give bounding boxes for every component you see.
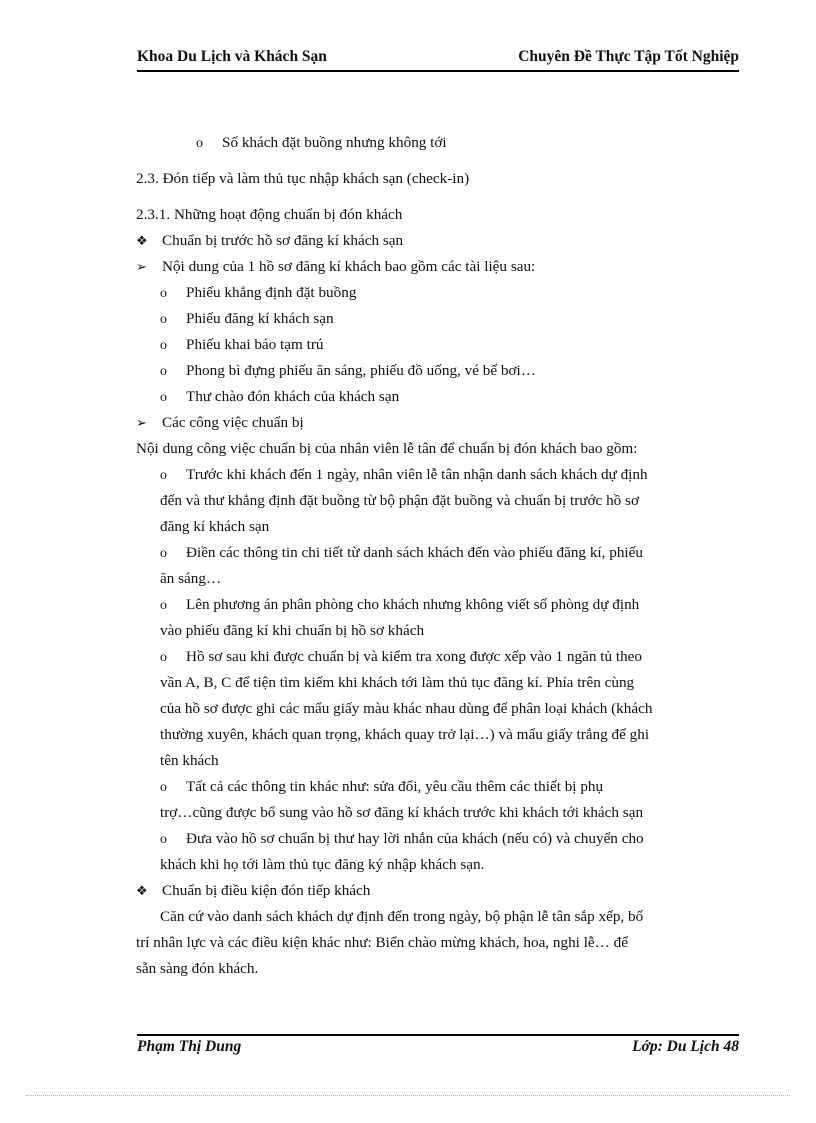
list-item: o Phiếu đăng kí khách sạn (136, 306, 740, 332)
paragraph-line: trợ…cũng được bổ sung vào hồ sơ đăng kí khách trước khi khách tới khách sạn (160, 804, 644, 821)
paragraph-line: đến và thư khẳng định đặt buồng từ bộ phận đặt buồng và chuẩn bị trước hồ sơ (160, 492, 639, 509)
list-item: o Lên phương án phân phòng cho khách nhưng không viết số phòng dự định (136, 592, 740, 618)
circle-bullet-icon: o (160, 650, 167, 665)
paragraph-line: vào phiếu đăng kí khi chuẩn bị hồ sơ khách (160, 622, 425, 639)
paragraph-line: khách khi họ tới làm thủ tục đăng ký nhập khách sạn. (160, 856, 485, 873)
list-item: o Đưa vào hồ sơ chuẩn bị thư hay lời nhắn của khách (nếu có) và chuyển cho (136, 826, 740, 852)
circle-bullet-icon: o (160, 468, 167, 483)
footer-author: Phạm Thị Dung (137, 1038, 242, 1055)
circle-bullet-icon: o (160, 832, 167, 847)
circle-bullet-icon: o (160, 364, 167, 379)
paragraph-line: trí nhân lực và các điều kiện khác như: Biển chào mừng khách, hoa, nghi lễ… để (136, 934, 628, 951)
paragraph-line: ăn sáng… (160, 570, 222, 587)
arrow-bullet-icon: ➢ (136, 259, 147, 274)
list-item: o Hồ sơ sau khi được chuẩn bị và kiểm tra xong được xếp vào 1 ngăn tủ theo (136, 644, 740, 670)
document-body (136, 130, 740, 982)
list-item: o Thư chào đón khách của khách sạn (136, 384, 740, 410)
circle-bullet-icon: o (160, 286, 167, 301)
paragraph-line: Nội dung công việc chuẩn bị của nhân viên lễ tân để chuẩn bị đón khách bao gồm: (136, 440, 638, 457)
list-item: ➢ Các công việc chuẩn bị (136, 410, 740, 436)
header-faculty: Khoa Du Lịch và Khách Sạn (137, 48, 327, 65)
circle-bullet-icon: o (160, 546, 167, 561)
list-item: o Điền các thông tin chi tiết từ danh sách khách đến vào phiếu đăng kí, phiếu (136, 540, 740, 566)
paragraph-line: của hồ sơ được ghi các mẩu giấy màu khác nhau dùng để phân loại khách (khách (160, 700, 653, 717)
list-item: ❖ Chuẩn bị trước hồ sơ đăng kí khách sạn (136, 228, 740, 254)
subsection-heading: 2.3.1. Những hoạt động chuẩn bị đón khách (136, 206, 403, 223)
page-edge-divider (26, 1095, 790, 1096)
footer-rule (137, 1034, 739, 1036)
list-item: o Phong bì đựng phiếu ăn sáng, phiếu đồ uống, vé bể bơi… (136, 358, 740, 384)
page-header (137, 48, 739, 70)
paragraph-line: vần A, B, C để tiện tìm kiếm khi khách tới làm thủ tục đăng kí. Phía trên cùng (160, 674, 635, 691)
diamond-bullet-icon: ❖ (136, 233, 148, 248)
list-item: o Phiếu khai báo tạm trú (136, 332, 740, 358)
paragraph-line: Căn cứ vào danh sách khách dự định đến trong ngày, bộ phận lễ tân sắp xếp, bố (160, 908, 644, 925)
paragraph-line: sẵn sàng đón khách. (136, 960, 259, 977)
header-report-title: Chuyên Đề Thực Tập Tốt Nghiệp (518, 48, 739, 65)
circle-bullet-icon: o (196, 136, 203, 151)
list-item: o Số khách đặt buồng nhưng không tới (136, 130, 740, 156)
paragraph-line: thường xuyên, khách quan trọng, khách quay trở lại…) và mẩu giấy trắng để ghi (160, 726, 650, 743)
diamond-bullet-icon: ❖ (136, 883, 148, 898)
circle-bullet-icon: o (160, 338, 167, 353)
circle-bullet-icon: o (160, 780, 167, 795)
list-item: ❖ Chuẩn bị điều kiện đón tiếp khách (136, 878, 740, 904)
list-item: ➢ Nội dung của 1 hồ sơ đăng kí khách bao gồm các tài liệu sau: (136, 254, 740, 280)
circle-bullet-icon: o (160, 598, 167, 613)
footer-class: Lớp: Du Lịch 48 (632, 1038, 739, 1055)
list-item: o Trước khi khách đến 1 ngày, nhân viên lễ tân nhận danh sách khách dự định (136, 462, 740, 488)
paragraph-line: tên khách (160, 752, 219, 769)
list-item: o Phiếu khẳng định đặt buồng (136, 280, 740, 306)
arrow-bullet-icon: ➢ (136, 415, 147, 430)
circle-bullet-icon: o (160, 312, 167, 327)
section-heading: 2.3. Đón tiếp và làm thủ tục nhập khách sạn (check-in) (136, 170, 470, 187)
circle-bullet-icon: o (160, 390, 167, 405)
list-item: o Tất cả các thông tin khác như: sửa đổi, yêu cầu thêm các thiết bị phụ (136, 774, 740, 800)
header-rule (137, 70, 739, 72)
page-footer (137, 1038, 739, 1060)
paragraph-line: đăng kí khách sạn (160, 518, 270, 535)
